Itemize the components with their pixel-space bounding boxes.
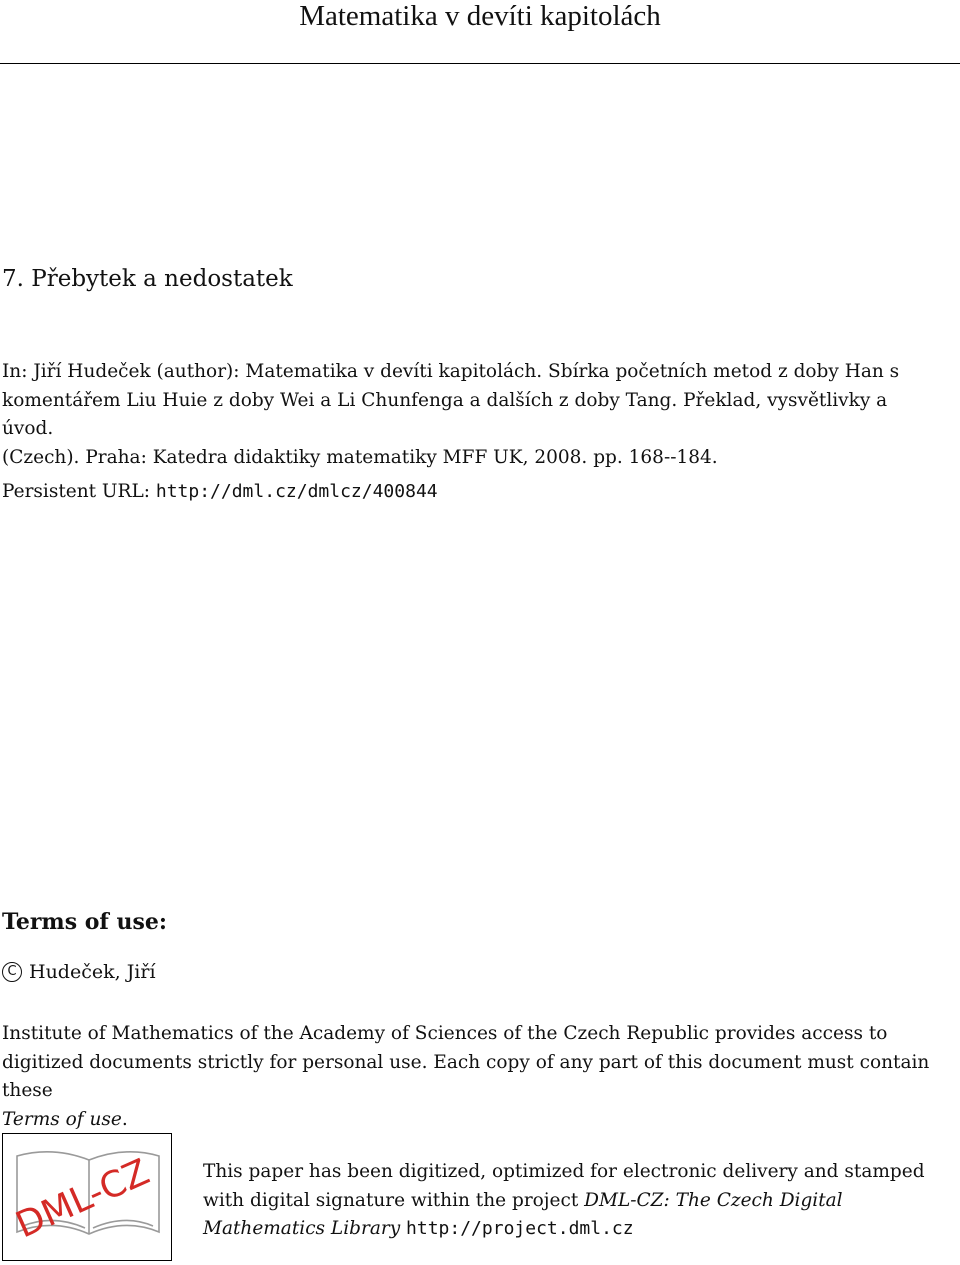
copyright-icon: C: [2, 962, 22, 982]
dml-cz-logo-icon: [3, 1134, 171, 1260]
copyright-holder: Hudeček, Jiří: [29, 961, 156, 983]
terms-end: .: [121, 1108, 128, 1130]
header-divider: [0, 63, 960, 64]
citation-block: [2, 358, 942, 472]
citation-text: In: Jiří Hudeček (author): Matematika v devíti kapitolách. Sbírka početních metod z doby Han s komentářem Liu Huie z doby Wei a Li Chunfenga a dalších z doby Tang. Překlad, vysvětlivky a úvod.: [2, 361, 900, 439]
terms-emphasis: Terms of use: [2, 1108, 122, 1130]
terms-of-use-text: [2, 1020, 960, 1134]
copyright-line: [2, 957, 156, 987]
terms-of-use-heading: Terms of use:: [2, 909, 168, 935]
citation-publisher: (Czech). Praha: Katedra didaktiky matematiky MFF UK, 2008. pp. 168--184.: [2, 446, 718, 468]
digitized-text: This paper has been digitized, optimized for electronic delivery and stamped with digital signature within the project: [203, 1161, 925, 1211]
persistent-url-line: [2, 478, 438, 506]
chapter-title: 7. Přebytek a nedostatek: [2, 266, 293, 292]
persistent-url-link[interactable]: http://dml.cz/dmlcz/400844: [155, 481, 438, 502]
project-name: DML-CZ: The Czech Digital Mathematics Library: [203, 1189, 843, 1239]
logo-text: DML-CZ: [10, 1151, 156, 1247]
digitized-notice: [203, 1158, 953, 1244]
project-url-link[interactable]: http://project.dml.cz: [406, 1218, 634, 1239]
terms-body: Institute of Mathematics of the Academy of Sciences of the Czech Republic provides access to digitized documents strictly for personal use. Each copy of any part of this document must contain these: [2, 1023, 930, 1101]
document-header-title: Matematika v devíti kapitolách: [299, 0, 661, 32]
dml-cz-logo: [2, 1133, 172, 1261]
persistent-url-label: Persistent URL:: [2, 481, 150, 502]
